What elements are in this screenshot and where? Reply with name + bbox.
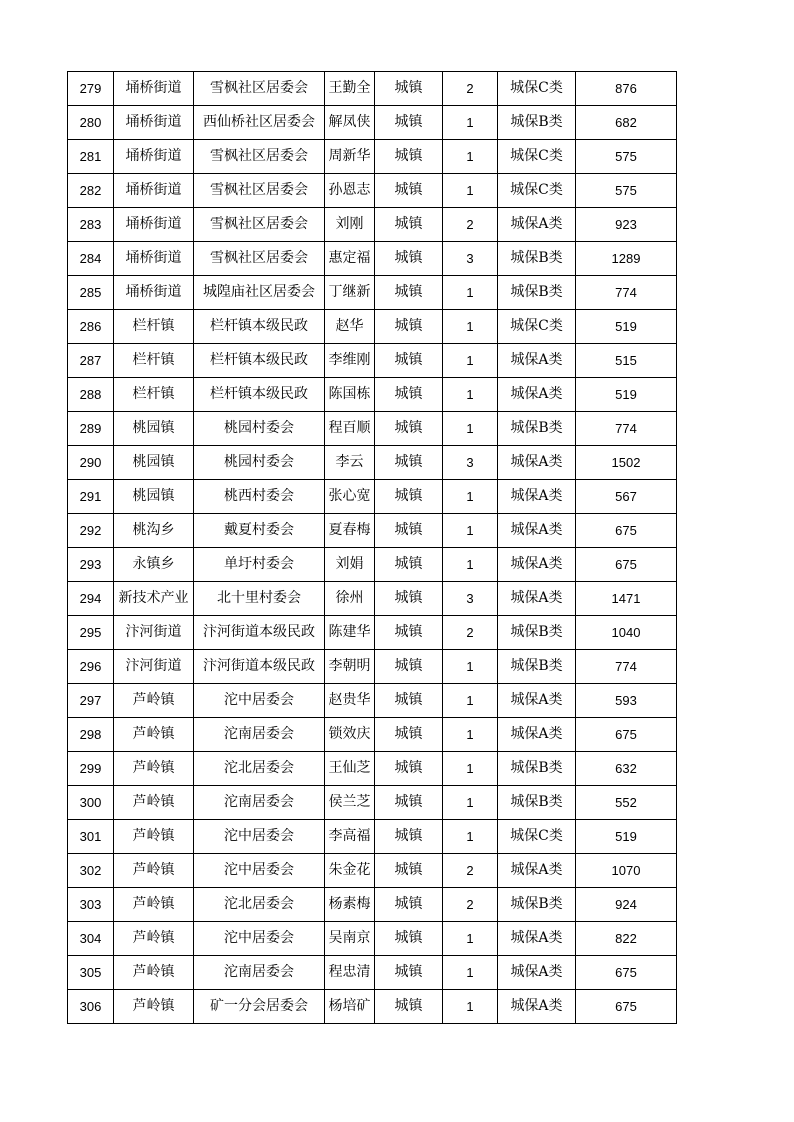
cell-household-size: 3 [443, 242, 498, 276]
cell-row-number: 291 [68, 480, 114, 514]
cell-amount: 675 [576, 514, 677, 548]
cell-row-number: 281 [68, 140, 114, 174]
table-row [68, 888, 677, 922]
cell-committee: 栏杆镇本级民政 [194, 378, 325, 412]
cell-committee: 汴河街道本级民政 [194, 650, 325, 684]
cell-person-name: 程百顺 [325, 412, 375, 446]
cell-insurance-category: 城保A类 [498, 582, 576, 616]
table-row [68, 480, 677, 514]
cell-subdistrict: 栏杆镇 [114, 378, 194, 412]
cell-committee: 栏杆镇本级民政 [194, 310, 325, 344]
cell-row-number: 287 [68, 344, 114, 378]
cell-person-name: 杨素梅 [325, 888, 375, 922]
cell-household-size: 1 [443, 752, 498, 786]
cell-insurance-category: 城保A类 [498, 854, 576, 888]
cell-subdistrict: 埇桥街道 [114, 174, 194, 208]
cell-household-size: 1 [443, 956, 498, 990]
cell-person-name: 李云 [325, 446, 375, 480]
cell-amount: 1289 [576, 242, 677, 276]
cell-household-size: 1 [443, 106, 498, 140]
table-row [68, 820, 677, 854]
cell-amount: 575 [576, 174, 677, 208]
cell-household-size: 1 [443, 378, 498, 412]
cell-insurance-category: 城保C类 [498, 72, 576, 106]
cell-household-size: 2 [443, 208, 498, 242]
cell-subdistrict: 埇桥街道 [114, 242, 194, 276]
cell-committee: 雪枫社区居委会 [194, 242, 325, 276]
cell-subdistrict: 汴河街道 [114, 616, 194, 650]
cell-insurance-category: 城保A类 [498, 378, 576, 412]
cell-subdistrict: 芦岭镇 [114, 956, 194, 990]
cell-amount: 675 [576, 718, 677, 752]
cell-committee: 雪枫社区居委会 [194, 140, 325, 174]
cell-area-type: 城镇 [375, 718, 443, 752]
cell-subdistrict: 埇桥街道 [114, 106, 194, 140]
table-row [68, 242, 677, 276]
cell-row-number: 280 [68, 106, 114, 140]
cell-row-number: 304 [68, 922, 114, 956]
cell-amount: 1070 [576, 854, 677, 888]
cell-person-name: 刘刚 [325, 208, 375, 242]
cell-insurance-category: 城保A类 [498, 480, 576, 514]
cell-row-number: 294 [68, 582, 114, 616]
cell-household-size: 1 [443, 480, 498, 514]
cell-committee: 北十里村委会 [194, 582, 325, 616]
cell-insurance-category: 城保A类 [498, 922, 576, 956]
table-row [68, 956, 677, 990]
cell-row-number: 282 [68, 174, 114, 208]
cell-committee: 沱中居委会 [194, 854, 325, 888]
cell-row-number: 288 [68, 378, 114, 412]
cell-insurance-category: 城保B类 [498, 616, 576, 650]
cell-amount: 632 [576, 752, 677, 786]
cell-person-name: 徐州 [325, 582, 375, 616]
cell-household-size: 1 [443, 718, 498, 752]
cell-person-name: 陈建华 [325, 616, 375, 650]
cell-committee: 雪枫社区居委会 [194, 72, 325, 106]
cell-area-type: 城镇 [375, 582, 443, 616]
table-row [68, 922, 677, 956]
cell-household-size: 2 [443, 888, 498, 922]
cell-household-size: 1 [443, 650, 498, 684]
cell-household-size: 1 [443, 310, 498, 344]
cell-row-number: 279 [68, 72, 114, 106]
cell-amount: 774 [576, 276, 677, 310]
cell-area-type: 城镇 [375, 888, 443, 922]
cell-insurance-category: 城保B类 [498, 412, 576, 446]
cell-committee: 桃园村委会 [194, 446, 325, 480]
cell-insurance-category: 城保C类 [498, 174, 576, 208]
cell-household-size: 3 [443, 446, 498, 480]
cell-person-name: 李高福 [325, 820, 375, 854]
cell-committee: 沱北居委会 [194, 752, 325, 786]
cell-area-type: 城镇 [375, 548, 443, 582]
table-body [68, 72, 677, 1024]
cell-person-name: 朱金花 [325, 854, 375, 888]
cell-amount: 1502 [576, 446, 677, 480]
cell-insurance-category: 城保B类 [498, 752, 576, 786]
cell-person-name: 孙恩志 [325, 174, 375, 208]
cell-committee: 雪枫社区居委会 [194, 174, 325, 208]
cell-area-type: 城镇 [375, 820, 443, 854]
cell-insurance-category: 城保A类 [498, 718, 576, 752]
cell-committee: 西仙桥社区居委会 [194, 106, 325, 140]
cell-row-number: 306 [68, 990, 114, 1024]
cell-person-name: 侯兰芝 [325, 786, 375, 820]
cell-row-number: 300 [68, 786, 114, 820]
cell-subdistrict: 埇桥街道 [114, 140, 194, 174]
cell-person-name: 杨培矿 [325, 990, 375, 1024]
cell-amount: 593 [576, 684, 677, 718]
cell-insurance-category: 城保A类 [498, 548, 576, 582]
cell-amount: 923 [576, 208, 677, 242]
cell-row-number: 292 [68, 514, 114, 548]
table-row [68, 752, 677, 786]
cell-amount: 774 [576, 412, 677, 446]
cell-person-name: 惠定福 [325, 242, 375, 276]
cell-row-number: 303 [68, 888, 114, 922]
cell-area-type: 城镇 [375, 480, 443, 514]
cell-subdistrict: 芦岭镇 [114, 718, 194, 752]
cell-row-number: 305 [68, 956, 114, 990]
cell-row-number: 290 [68, 446, 114, 480]
cell-amount: 519 [576, 820, 677, 854]
cell-household-size: 1 [443, 276, 498, 310]
cell-insurance-category: 城保A类 [498, 990, 576, 1024]
cell-area-type: 城镇 [375, 344, 443, 378]
table-row [68, 616, 677, 650]
cell-subdistrict: 桃沟乡 [114, 514, 194, 548]
cell-insurance-category: 城保B类 [498, 242, 576, 276]
cell-household-size: 1 [443, 174, 498, 208]
cell-household-size: 3 [443, 582, 498, 616]
cell-insurance-category: 城保B类 [498, 276, 576, 310]
cell-committee: 沱中居委会 [194, 820, 325, 854]
cell-insurance-category: 城保C类 [498, 310, 576, 344]
cell-committee: 沱北居委会 [194, 888, 325, 922]
cell-amount: 519 [576, 310, 677, 344]
cell-area-type: 城镇 [375, 650, 443, 684]
cell-committee: 戴夏村委会 [194, 514, 325, 548]
cell-committee: 雪枫社区居委会 [194, 208, 325, 242]
cell-insurance-category: 城保C类 [498, 140, 576, 174]
cell-person-name: 张心宽 [325, 480, 375, 514]
cell-insurance-category: 城保A类 [498, 956, 576, 990]
cell-insurance-category: 城保A类 [498, 514, 576, 548]
cell-committee: 矿一分会居委会 [194, 990, 325, 1024]
cell-amount: 876 [576, 72, 677, 106]
cell-subdistrict: 埇桥街道 [114, 276, 194, 310]
table-row [68, 684, 677, 718]
cell-area-type: 城镇 [375, 616, 443, 650]
cell-area-type: 城镇 [375, 684, 443, 718]
cell-area-type: 城镇 [375, 514, 443, 548]
cell-insurance-category: 城保A类 [498, 208, 576, 242]
cell-household-size: 1 [443, 140, 498, 174]
cell-subdistrict: 芦岭镇 [114, 786, 194, 820]
cell-area-type: 城镇 [375, 378, 443, 412]
cell-insurance-category: 城保B类 [498, 786, 576, 820]
cell-area-type: 城镇 [375, 106, 443, 140]
cell-amount: 774 [576, 650, 677, 684]
cell-person-name: 李朝明 [325, 650, 375, 684]
cell-person-name: 陈国栋 [325, 378, 375, 412]
cell-row-number: 289 [68, 412, 114, 446]
cell-insurance-category: 城保B类 [498, 650, 576, 684]
table-row [68, 208, 677, 242]
cell-committee: 桃西村委会 [194, 480, 325, 514]
cell-subdistrict: 芦岭镇 [114, 922, 194, 956]
cell-committee: 沱中居委会 [194, 684, 325, 718]
table-row [68, 650, 677, 684]
cell-household-size: 1 [443, 684, 498, 718]
cell-area-type: 城镇 [375, 208, 443, 242]
cell-committee: 沱南居委会 [194, 718, 325, 752]
cell-household-size: 1 [443, 990, 498, 1024]
cell-area-type: 城镇 [375, 242, 443, 276]
cell-subdistrict: 芦岭镇 [114, 752, 194, 786]
cell-insurance-category: 城保C类 [498, 820, 576, 854]
cell-committee: 汴河街道本级民政 [194, 616, 325, 650]
table-row [68, 140, 677, 174]
table-row [68, 344, 677, 378]
cell-subdistrict: 芦岭镇 [114, 888, 194, 922]
cell-committee: 沱南居委会 [194, 956, 325, 990]
cell-subdistrict: 永镇乡 [114, 548, 194, 582]
cell-household-size: 2 [443, 854, 498, 888]
cell-subdistrict: 栏杆镇 [114, 344, 194, 378]
cell-person-name: 程忠清 [325, 956, 375, 990]
cell-subdistrict: 桃园镇 [114, 446, 194, 480]
cell-subdistrict: 埇桥街道 [114, 208, 194, 242]
cell-household-size: 1 [443, 786, 498, 820]
cell-committee: 桃园村委会 [194, 412, 325, 446]
cell-row-number: 297 [68, 684, 114, 718]
cell-amount: 567 [576, 480, 677, 514]
cell-amount: 924 [576, 888, 677, 922]
cell-amount: 682 [576, 106, 677, 140]
cell-area-type: 城镇 [375, 72, 443, 106]
cell-area-type: 城镇 [375, 412, 443, 446]
cell-person-name: 王勤全 [325, 72, 375, 106]
cell-area-type: 城镇 [375, 956, 443, 990]
cell-amount: 822 [576, 922, 677, 956]
table-row [68, 72, 677, 106]
table-row [68, 378, 677, 412]
cell-subdistrict: 埇桥街道 [114, 72, 194, 106]
cell-person-name: 王仙芝 [325, 752, 375, 786]
cell-subdistrict: 新技术产业 [114, 582, 194, 616]
cell-area-type: 城镇 [375, 854, 443, 888]
cell-insurance-category: 城保A类 [498, 344, 576, 378]
cell-row-number: 296 [68, 650, 114, 684]
cell-row-number: 299 [68, 752, 114, 786]
cell-area-type: 城镇 [375, 276, 443, 310]
cell-household-size: 1 [443, 820, 498, 854]
cell-area-type: 城镇 [375, 174, 443, 208]
cell-amount: 1471 [576, 582, 677, 616]
cell-amount: 519 [576, 378, 677, 412]
cell-subdistrict: 汴河街道 [114, 650, 194, 684]
cell-household-size: 1 [443, 514, 498, 548]
cell-area-type: 城镇 [375, 786, 443, 820]
cell-area-type: 城镇 [375, 310, 443, 344]
cell-row-number: 285 [68, 276, 114, 310]
table-row [68, 582, 677, 616]
cell-area-type: 城镇 [375, 752, 443, 786]
cell-amount: 675 [576, 548, 677, 582]
cell-row-number: 283 [68, 208, 114, 242]
cell-person-name: 李维刚 [325, 344, 375, 378]
cell-insurance-category: 城保A类 [498, 446, 576, 480]
cell-household-size: 1 [443, 412, 498, 446]
cell-insurance-category: 城保B类 [498, 888, 576, 922]
table-row [68, 548, 677, 582]
table-row [68, 276, 677, 310]
cell-area-type: 城镇 [375, 140, 443, 174]
cell-household-size: 1 [443, 344, 498, 378]
cell-household-size: 1 [443, 548, 498, 582]
cell-row-number: 293 [68, 548, 114, 582]
cell-committee: 栏杆镇本级民政 [194, 344, 325, 378]
table-row [68, 412, 677, 446]
cell-row-number: 284 [68, 242, 114, 276]
cell-amount: 675 [576, 956, 677, 990]
cell-person-name: 丁继新 [325, 276, 375, 310]
cell-subdistrict: 芦岭镇 [114, 684, 194, 718]
table-row [68, 310, 677, 344]
cell-person-name: 夏春梅 [325, 514, 375, 548]
table-row [68, 718, 677, 752]
cell-committee: 城隍庙社区居委会 [194, 276, 325, 310]
cell-subdistrict: 桃园镇 [114, 480, 194, 514]
cell-amount: 515 [576, 344, 677, 378]
cell-committee: 沱南居委会 [194, 786, 325, 820]
cell-amount: 552 [576, 786, 677, 820]
cell-insurance-category: 城保B类 [498, 106, 576, 140]
cell-subdistrict: 芦岭镇 [114, 820, 194, 854]
cell-amount: 1040 [576, 616, 677, 650]
table-row [68, 990, 677, 1024]
cell-amount: 675 [576, 990, 677, 1024]
cell-person-name: 吴南京 [325, 922, 375, 956]
cell-subdistrict: 栏杆镇 [114, 310, 194, 344]
cell-row-number: 298 [68, 718, 114, 752]
cell-area-type: 城镇 [375, 990, 443, 1024]
table-row [68, 854, 677, 888]
table-row [68, 514, 677, 548]
cell-subdistrict: 芦岭镇 [114, 854, 194, 888]
relief-roster-table [67, 71, 677, 1024]
cell-area-type: 城镇 [375, 922, 443, 956]
cell-area-type: 城镇 [375, 446, 443, 480]
cell-subdistrict: 芦岭镇 [114, 990, 194, 1024]
table-row [68, 174, 677, 208]
cell-household-size: 2 [443, 616, 498, 650]
table-row [68, 786, 677, 820]
cell-person-name: 周新华 [325, 140, 375, 174]
cell-household-size: 1 [443, 922, 498, 956]
cell-subdistrict: 桃园镇 [114, 412, 194, 446]
cell-person-name: 解凤侠 [325, 106, 375, 140]
cell-row-number: 302 [68, 854, 114, 888]
table-row [68, 446, 677, 480]
cell-person-name: 刘娟 [325, 548, 375, 582]
cell-row-number: 295 [68, 616, 114, 650]
cell-row-number: 286 [68, 310, 114, 344]
cell-person-name: 赵贵华 [325, 684, 375, 718]
cell-committee: 单圩村委会 [194, 548, 325, 582]
cell-person-name: 锁效庆 [325, 718, 375, 752]
cell-household-size: 2 [443, 72, 498, 106]
cell-committee: 沱中居委会 [194, 922, 325, 956]
cell-row-number: 301 [68, 820, 114, 854]
cell-amount: 575 [576, 140, 677, 174]
table-row [68, 106, 677, 140]
cell-person-name: 赵华 [325, 310, 375, 344]
cell-insurance-category: 城保A类 [498, 684, 576, 718]
